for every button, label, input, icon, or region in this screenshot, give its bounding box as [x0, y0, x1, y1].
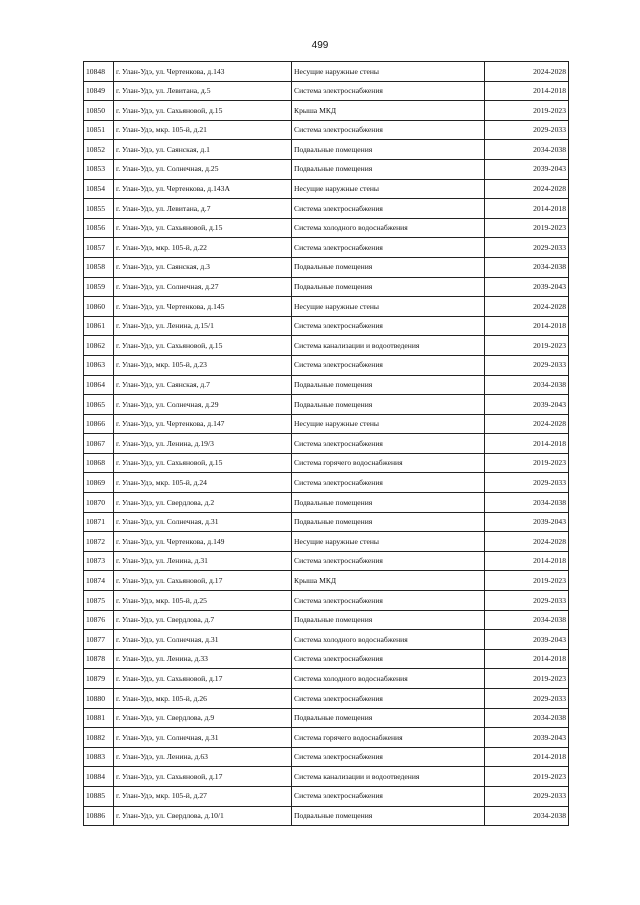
work-type-cell: Система электроснабжения [292, 316, 485, 336]
work-type-cell: Система электроснабжения [292, 747, 485, 767]
table-row [84, 649, 569, 669]
period-cell: 2029-2033 [485, 238, 569, 258]
address-cell: г. Улан-Удэ, ул. Солнечная, д.31 [114, 512, 292, 532]
work-type-cell: Подвальные помещения [292, 159, 485, 179]
work-type-cell: Крыша МКД [292, 101, 485, 121]
period-cell: 2019-2023 [485, 218, 569, 238]
address-cell: г. Улан-Удэ, мкр. 105-й, д.26 [114, 689, 292, 709]
table-row [84, 62, 569, 82]
work-type-cell: Система холодного водоснабжения [292, 218, 485, 238]
table-row [84, 512, 569, 532]
work-type-cell: Система электроснабжения [292, 649, 485, 669]
work-type-cell: Система электроснабжения [292, 238, 485, 258]
period-cell: 2024-2028 [485, 532, 569, 552]
row-number: 10883 [84, 747, 114, 767]
table-row [84, 140, 569, 160]
work-type-cell: Система горячего водоснабжения [292, 728, 485, 748]
table-row [84, 551, 569, 571]
row-number: 10885 [84, 786, 114, 806]
address-cell: г. Улан-Удэ, ул. Сахьяновой, д.15 [114, 218, 292, 238]
address-cell: г. Улан-Удэ, ул. Солнечная, д.29 [114, 395, 292, 415]
address-cell: г. Улан-Удэ, ул. Ленина, д.15/1 [114, 316, 292, 336]
table-row [84, 395, 569, 415]
row-number: 10878 [84, 649, 114, 669]
period-cell: 2019-2023 [485, 571, 569, 591]
work-type-cell: Несущие наружные стены [292, 297, 485, 317]
work-type-cell: Система электроснабжения [292, 689, 485, 709]
period-cell: 2014-2018 [485, 81, 569, 101]
row-number: 10869 [84, 473, 114, 493]
address-cell: г. Улан-Удэ, мкр. 105-й, д.24 [114, 473, 292, 493]
row-number: 10880 [84, 689, 114, 709]
row-number: 10850 [84, 101, 114, 121]
table-row [84, 689, 569, 709]
work-type-cell: Система холодного водоснабжения [292, 669, 485, 689]
address-cell: г. Улан-Удэ, мкр. 105-й, д.25 [114, 591, 292, 611]
row-number: 10863 [84, 355, 114, 375]
period-cell: 2024-2028 [485, 297, 569, 317]
work-type-cell: Система электроснабжения [292, 551, 485, 571]
address-cell: г. Улан-Удэ, ул. Солнечная, д.27 [114, 277, 292, 297]
period-cell: 2014-2018 [485, 434, 569, 454]
row-number: 10865 [84, 395, 114, 415]
address-cell: г. Улан-Удэ, ул. Левитана, д.5 [114, 81, 292, 101]
period-cell: 2039-2043 [485, 728, 569, 748]
address-cell: г. Улан-Удэ, ул. Сахьяновой, д.15 [114, 453, 292, 473]
address-cell: г. Улан-Удэ, ул. Сахьяновой, д.17 [114, 767, 292, 787]
row-number: 10858 [84, 257, 114, 277]
row-number: 10881 [84, 708, 114, 728]
work-type-cell: Система электроснабжения [292, 355, 485, 375]
row-number: 10867 [84, 434, 114, 454]
period-cell: 2014-2018 [485, 747, 569, 767]
table-row [84, 277, 569, 297]
period-cell: 2014-2018 [485, 199, 569, 219]
period-cell: 2039-2043 [485, 277, 569, 297]
table-row [84, 708, 569, 728]
row-number: 10872 [84, 532, 114, 552]
table-row [84, 257, 569, 277]
table-row [84, 375, 569, 395]
work-type-cell: Система электроснабжения [292, 473, 485, 493]
row-number: 10886 [84, 806, 114, 826]
work-type-cell: Система электроснабжения [292, 120, 485, 140]
row-number: 10866 [84, 414, 114, 434]
table-row [84, 571, 569, 591]
address-cell: г. Улан-Удэ, ул. Саянская, д.1 [114, 140, 292, 160]
period-cell: 2019-2023 [485, 101, 569, 121]
period-cell: 2024-2028 [485, 414, 569, 434]
row-number: 10871 [84, 512, 114, 532]
table-row [84, 81, 569, 101]
period-cell: 2034-2038 [485, 806, 569, 826]
address-cell: г. Улан-Удэ, мкр. 105-й, д.22 [114, 238, 292, 258]
work-type-cell: Подвальные помещения [292, 140, 485, 160]
period-cell: 2029-2033 [485, 689, 569, 709]
address-cell: г. Улан-Удэ, ул. Свердлова, д.10/1 [114, 806, 292, 826]
table-row [84, 747, 569, 767]
period-cell: 2034-2038 [485, 375, 569, 395]
period-cell: 2039-2043 [485, 512, 569, 532]
address-cell: г. Улан-Удэ, ул. Чертенкова, д.147 [114, 414, 292, 434]
table-row [84, 218, 569, 238]
table-row [84, 610, 569, 630]
table-row [84, 806, 569, 826]
work-type-cell: Система электроснабжения [292, 786, 485, 806]
work-type-cell: Система холодного водоснабжения [292, 630, 485, 650]
work-type-cell: Система канализации и водоотведения [292, 336, 485, 356]
period-cell: 2039-2043 [485, 395, 569, 415]
address-cell: г. Улан-Удэ, ул. Ленина, д.33 [114, 649, 292, 669]
row-number: 10849 [84, 81, 114, 101]
table-row [84, 493, 569, 513]
row-number: 10864 [84, 375, 114, 395]
row-number: 10877 [84, 630, 114, 650]
table-row [84, 786, 569, 806]
row-number: 10874 [84, 571, 114, 591]
work-type-cell: Система электроснабжения [292, 434, 485, 454]
row-number: 10851 [84, 120, 114, 140]
period-cell: 2019-2023 [485, 767, 569, 787]
table-row [84, 159, 569, 179]
work-type-cell: Подвальные помещения [292, 806, 485, 826]
table-row [84, 179, 569, 199]
period-cell: 2034-2038 [485, 493, 569, 513]
row-number: 10852 [84, 140, 114, 160]
table-row [84, 591, 569, 611]
row-number: 10875 [84, 591, 114, 611]
row-number: 10853 [84, 159, 114, 179]
address-cell: г. Улан-Удэ, ул. Солнечная, д.25 [114, 159, 292, 179]
address-cell: г. Улан-Удэ, ул. Сахьяновой, д.15 [114, 101, 292, 121]
table-row [84, 101, 569, 121]
period-cell: 2029-2033 [485, 591, 569, 611]
period-cell: 2014-2018 [485, 649, 569, 669]
work-type-cell: Система электроснабжения [292, 199, 485, 219]
period-cell: 2024-2028 [485, 62, 569, 82]
work-type-cell: Система электроснабжения [292, 591, 485, 611]
table-row [84, 728, 569, 748]
address-cell: г. Улан-Удэ, ул. Левитана, д.7 [114, 199, 292, 219]
row-number: 10876 [84, 610, 114, 630]
period-cell: 2029-2033 [485, 355, 569, 375]
row-number: 10862 [84, 336, 114, 356]
period-cell: 2039-2043 [485, 159, 569, 179]
address-cell: г. Улан-Удэ, ул. Свердлова, д.2 [114, 493, 292, 513]
work-type-cell: Подвальные помещения [292, 610, 485, 630]
table-row [84, 669, 569, 689]
table-row [84, 355, 569, 375]
table-row [84, 453, 569, 473]
address-cell: г. Улан-Удэ, мкр. 105-й, д.23 [114, 355, 292, 375]
work-type-cell: Подвальные помещения [292, 493, 485, 513]
address-cell: г. Улан-Удэ, ул. Солнечная, д.31 [114, 728, 292, 748]
row-number: 10860 [84, 297, 114, 317]
address-cell: г. Улан-Удэ, ул. Саянская, д.3 [114, 257, 292, 277]
address-cell: г. Улан-Удэ, ул. Ленина, д.31 [114, 551, 292, 571]
period-cell: 2019-2023 [485, 453, 569, 473]
row-number: 10856 [84, 218, 114, 238]
table-row [84, 767, 569, 787]
work-type-cell: Подвальные помещения [292, 277, 485, 297]
table-row [84, 316, 569, 336]
work-type-cell: Крыша МКД [292, 571, 485, 591]
table-row [84, 297, 569, 317]
address-cell: г. Улан-Удэ, ул. Свердлова, д.9 [114, 708, 292, 728]
work-type-cell: Система канализации и водоотведения [292, 767, 485, 787]
row-number: 10884 [84, 767, 114, 787]
table-row [84, 414, 569, 434]
work-type-cell: Несущие наружные стены [292, 62, 485, 82]
period-cell: 2034-2038 [485, 610, 569, 630]
work-type-cell: Подвальные помещения [292, 512, 485, 532]
table-row [84, 434, 569, 454]
work-type-cell: Несущие наружные стены [292, 414, 485, 434]
repair-schedule-table [83, 61, 569, 826]
row-number: 10873 [84, 551, 114, 571]
row-number: 10870 [84, 493, 114, 513]
period-cell: 2034-2038 [485, 140, 569, 160]
address-cell: г. Улан-Удэ, ул. Сахьяновой, д.17 [114, 571, 292, 591]
period-cell: 2029-2033 [485, 120, 569, 140]
address-cell: г. Улан-Удэ, мкр. 105-й, д.21 [114, 120, 292, 140]
address-cell: г. Улан-Удэ, ул. Ленина, д.63 [114, 747, 292, 767]
work-type-cell: Подвальные помещения [292, 375, 485, 395]
period-cell: 2039-2043 [485, 630, 569, 650]
period-cell: 2034-2038 [485, 257, 569, 277]
table-row [84, 630, 569, 650]
row-number: 10882 [84, 728, 114, 748]
row-number: 10857 [84, 238, 114, 258]
work-type-cell: Подвальные помещения [292, 395, 485, 415]
row-number: 10848 [84, 62, 114, 82]
table-row [84, 238, 569, 258]
period-cell: 2034-2038 [485, 708, 569, 728]
address-cell: г. Улан-Удэ, ул. Саянская, д.7 [114, 375, 292, 395]
row-number: 10855 [84, 199, 114, 219]
row-number: 10868 [84, 453, 114, 473]
address-cell: г. Улан-Удэ, ул. Чертенкова, д.143 [114, 62, 292, 82]
address-cell: г. Улан-Удэ, ул. Солнечная, д.31 [114, 630, 292, 650]
period-cell: 2014-2018 [485, 316, 569, 336]
work-type-cell: Несущие наружные стены [292, 179, 485, 199]
table-row [84, 532, 569, 552]
table-row [84, 199, 569, 219]
address-cell: г. Улан-Удэ, ул. Сахьяновой, д.17 [114, 669, 292, 689]
period-cell: 2024-2028 [485, 179, 569, 199]
work-type-cell: Система горячего водоснабжения [292, 453, 485, 473]
address-cell: г. Улан-Удэ, ул. Чертенкова, д.149 [114, 532, 292, 552]
period-cell: 2019-2023 [485, 336, 569, 356]
address-cell: г. Улан-Удэ, ул. Свердлова, д.7 [114, 610, 292, 630]
row-number: 10879 [84, 669, 114, 689]
address-cell: г. Улан-Удэ, ул. Чертенкова, д.143А [114, 179, 292, 199]
row-number: 10854 [84, 179, 114, 199]
table-row [84, 473, 569, 493]
work-type-cell: Подвальные помещения [292, 708, 485, 728]
address-cell: г. Улан-Удэ, ул. Ленина, д.19/3 [114, 434, 292, 454]
row-number: 10861 [84, 316, 114, 336]
row-number: 10859 [84, 277, 114, 297]
page-number: 499 [311, 40, 329, 51]
period-cell: 2029-2033 [485, 473, 569, 493]
table-row [84, 336, 569, 356]
period-cell: 2014-2018 [485, 551, 569, 571]
period-cell: 2019-2023 [485, 669, 569, 689]
work-type-cell: Несущие наружные стены [292, 532, 485, 552]
period-cell: 2029-2033 [485, 786, 569, 806]
address-cell: г. Улан-Удэ, ул. Сахьяновой, д.15 [114, 336, 292, 356]
address-cell: г. Улан-Удэ, ул. Чертенкова, д.145 [114, 297, 292, 317]
table-row [84, 120, 569, 140]
work-type-cell: Система электроснабжения [292, 81, 485, 101]
address-cell: г. Улан-Удэ, мкр. 105-й, д.27 [114, 786, 292, 806]
work-type-cell: Подвальные помещения [292, 257, 485, 277]
